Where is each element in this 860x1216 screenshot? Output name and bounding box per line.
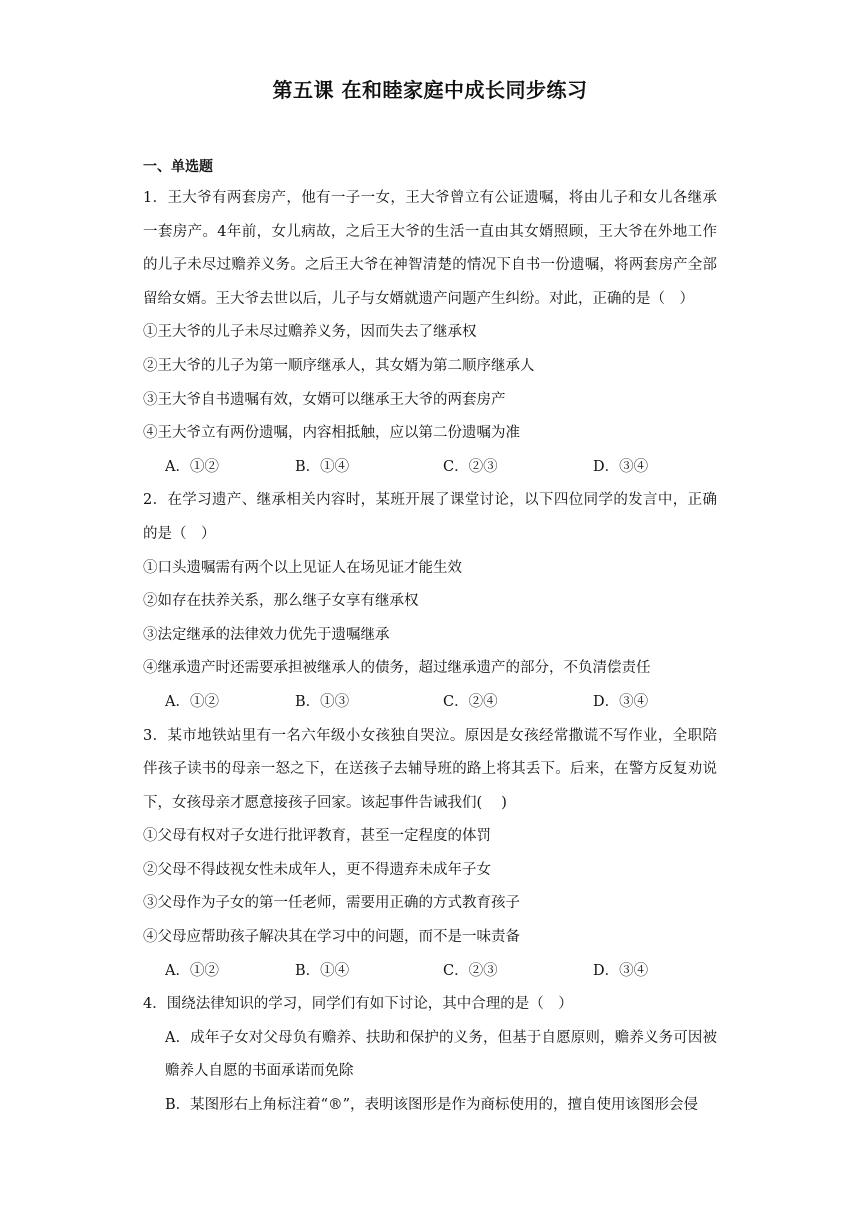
question-4 [143, 988, 717, 1122]
statement-3: ③王大爷自书遗嘱有效，女婿可以继承王大爷的两套房产 [143, 391, 506, 408]
answer-choices [165, 686, 717, 720]
choice-c: C．②③ [443, 962, 498, 979]
choice-a: A．①② [165, 693, 219, 710]
statement-4: ④父母应帮助孩子解决其在学习中的问题，而不是一味责备 [143, 929, 520, 946]
document-body [143, 182, 717, 1123]
question-stem: 2．在学习遗产、继承相关内容时，某班开展了课堂讨论，以下四位同学的发言中，正确的是（ ） [143, 492, 717, 542]
answer-choices [165, 955, 717, 989]
choice-b: B．①④ [295, 962, 350, 979]
statement-1: ①父母有权对子女进行批评教育，甚至一定程度的体罚 [143, 828, 491, 845]
statement-3: ③法定继承的法律效力优先于遗嘱继承 [143, 626, 390, 643]
statement-3: ③父母作为子女的第一任老师，需要用正确的方式教育孩子 [143, 895, 520, 912]
choice-a: A．①② [165, 962, 219, 979]
statement-2: ②如存在扶养关系，那么继子女享有继承权 [143, 593, 419, 610]
question-stem: 3．某市地铁站里有一名六年级小女孩独自哭泣。原因是女孩经常撒谎不写作业，全职陪伴孩子读书的母亲一怒之下，在送孩子去辅导班的路上将其丢下。后来，在警方反复劝说下，女孩母亲才愿意接孩子回家。该起事件告诫我们( ) [143, 727, 717, 811]
section-heading: 一、单选题 [143, 159, 213, 175]
choice-d: D．③④ [593, 458, 649, 475]
statement-2: ②父母不得歧视女性未成年人，更不得遗弃未成年子女 [143, 861, 491, 878]
question-2 [143, 484, 717, 719]
choice-b: B．①③ [295, 693, 350, 710]
statement-1: ①王大爷的儿子未尽过赡养义务，因而失去了继承权 [143, 324, 477, 341]
statement-1: ①口头遗嘱需有两个以上见证人在场见证才能生效 [143, 559, 462, 576]
question-stem: 4．围绕法律知识的学习，同学们有如下讨论，其中合理的是（ ） [143, 996, 573, 1013]
question-3 [143, 720, 717, 989]
answer-choices [165, 451, 717, 485]
choice-b: B．①④ [295, 458, 350, 475]
choice-c: C．②④ [443, 693, 498, 710]
question-stem: 1．王大爷有两套房产，他有一子一女，王大爷曾立有公证遗嘱，将由儿子和女儿各继承一套房产。4年前，女儿病故，之后王大爷的生活一直由其女婿照顾，王大爷在外地工作的儿子未尽过赡养义务。之后王大爷在神智清楚的情况下自书一份遗嘱，将两套房产全部留给女婿。王大爷去世以后，儿子与女婿就遗产问题产生纠纷。对此，正确的是（ ） [143, 190, 717, 307]
choice-d: D．③④ [593, 962, 649, 979]
page-title: 第五课 在和睦家庭中成长同步练习 [272, 78, 588, 102]
statement-4: ④继承遗产时还需要承担被继承人的债务，超过继承遗产的部分，不负清偿责任 [143, 660, 651, 677]
choice-d: D．③④ [593, 693, 649, 710]
statement-2: ②王大爷的儿子为第一顺序继承人，其女婿为第二顺序继承人 [143, 357, 535, 374]
choice-c: C．②③ [443, 458, 498, 475]
statement-4: ④王大爷立有两份遗嘱，内容相抵触，应以第二份遗嘱为准 [143, 425, 520, 442]
choice-a: A．①② [165, 458, 219, 475]
option-a: A．成年子女对父母负有赡养、扶助和保护的义务，但基于自愿原则，赡养义务可因被赡养人自愿的书面承诺而免除 [165, 1029, 717, 1080]
question-1 [143, 182, 717, 484]
option-b: B．某图形右上角标注着“®”，表明该图形是作为商标使用的，擅自使用该图形会侵 [165, 1097, 698, 1114]
